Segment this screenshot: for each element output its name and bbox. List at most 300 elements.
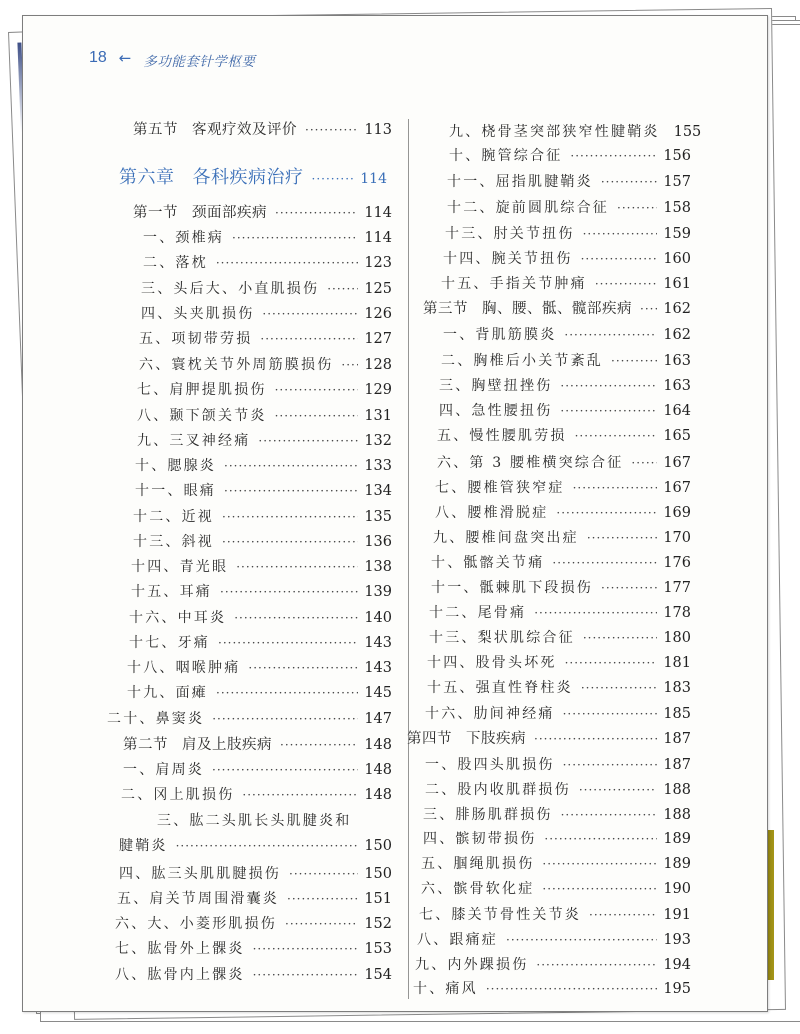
page-number-ref: 135 bbox=[364, 509, 392, 525]
toc-entry[interactable] bbox=[423, 828, 691, 848]
dot-leader bbox=[589, 908, 657, 922]
toc-entry[interactable] bbox=[443, 248, 691, 268]
entry-title-text: 十三、斜视 bbox=[133, 534, 214, 550]
dot-leader bbox=[222, 510, 358, 524]
page-number-ref: 187 bbox=[663, 731, 691, 747]
page-number-ref: 161 bbox=[663, 276, 691, 292]
toc-entry[interactable] bbox=[427, 677, 691, 697]
page-number-ref: 143 bbox=[364, 635, 392, 651]
page-number-ref: 183 bbox=[663, 680, 691, 696]
column-divider bbox=[408, 119, 409, 999]
entry-title-text: 二、胸椎后小关节紊乱 bbox=[441, 353, 603, 369]
toc-entry[interactable] bbox=[129, 632, 392, 652]
entry-title bbox=[423, 804, 553, 824]
dot-leader bbox=[583, 227, 658, 241]
entry-title bbox=[131, 581, 212, 601]
dot-leader bbox=[564, 328, 657, 342]
toc-entry[interactable] bbox=[441, 350, 691, 370]
toc-entry[interactable] bbox=[413, 978, 691, 998]
toc-entry[interactable] bbox=[439, 375, 691, 395]
dot-leader bbox=[260, 332, 358, 346]
toc-entry[interactable] bbox=[415, 954, 691, 974]
entry-title-text: 下肢疾病 bbox=[466, 731, 526, 747]
page-number-ref: 131 bbox=[364, 408, 392, 424]
entry-number: 第二节 bbox=[123, 737, 168, 753]
entry-title-text: 八、肱骨内上髁炎 bbox=[115, 967, 245, 983]
entry-title-text: 二、股内收肌群损伤 bbox=[425, 782, 571, 798]
toc-entry[interactable] bbox=[437, 425, 691, 445]
entry-title-text: 十六、中耳炎 bbox=[129, 610, 227, 626]
entry-title-text: 十三、梨状肌综合征 bbox=[429, 630, 575, 646]
entry-title-text: 十六、肋间神经痛 bbox=[425, 706, 555, 722]
toc-entry[interactable] bbox=[139, 328, 392, 348]
toc-entry[interactable] bbox=[141, 303, 392, 323]
page-number-ref: 148 bbox=[364, 787, 392, 803]
entry-title-text: 二、落枕 bbox=[143, 255, 208, 271]
dot-leader bbox=[534, 606, 657, 620]
page-number-ref: 132 bbox=[364, 433, 392, 449]
entry-title bbox=[143, 227, 224, 247]
page-number-ref: 170 bbox=[663, 530, 691, 546]
entry-title bbox=[139, 328, 252, 348]
dot-leader bbox=[289, 867, 358, 881]
toc-entry[interactable] bbox=[137, 405, 392, 425]
dot-leader bbox=[563, 758, 658, 772]
entry-title bbox=[449, 121, 660, 141]
toc-entry[interactable] bbox=[419, 904, 691, 924]
toc-entry[interactable] bbox=[443, 324, 691, 344]
page-number-ref: 113 bbox=[364, 122, 392, 138]
entry-title-text: 四、肱三头肌肌腱损伤 bbox=[119, 866, 281, 882]
toc-entry[interactable] bbox=[431, 577, 691, 597]
entry-title bbox=[123, 733, 272, 754]
entry-title-text: 十一、屈指肌腱鞘炎 bbox=[447, 174, 593, 190]
page-number-ref: 114 bbox=[360, 171, 387, 187]
toc-entry[interactable] bbox=[417, 929, 691, 949]
page-number-ref: 114 bbox=[364, 230, 392, 246]
page-number-ref: 187 bbox=[663, 757, 691, 773]
toc-entry[interactable] bbox=[135, 480, 392, 500]
entry-title bbox=[425, 703, 555, 723]
dot-leader bbox=[640, 302, 657, 316]
entry-number: 第一节 bbox=[133, 205, 178, 221]
entry-title bbox=[127, 682, 208, 702]
dot-leader bbox=[544, 832, 657, 846]
toc-entry[interactable] bbox=[429, 602, 691, 622]
dot-leader bbox=[561, 808, 658, 822]
toc-entry[interactable] bbox=[449, 121, 702, 141]
entry-title bbox=[433, 527, 579, 547]
page-number-ref: 129 bbox=[364, 382, 392, 398]
toc-entry[interactable] bbox=[425, 703, 691, 723]
page-number-ref: 195 bbox=[663, 981, 691, 997]
toc-entry[interactable] bbox=[447, 171, 691, 191]
dot-leader bbox=[556, 506, 657, 520]
entry-title bbox=[115, 964, 245, 984]
entry-title bbox=[131, 556, 228, 576]
entry-title-text: 十一、骶棘肌下段损伤 bbox=[431, 580, 593, 596]
entry-title-text: 十二、旋前圆肌综合征 bbox=[447, 200, 609, 216]
entry-title bbox=[449, 145, 562, 165]
page-number-ref: 127 bbox=[364, 331, 392, 347]
dot-leader bbox=[216, 686, 358, 700]
entry-title-text: 三、胸壁扭挫伤 bbox=[439, 378, 553, 394]
toc-entry[interactable] bbox=[133, 531, 392, 551]
toc-entry[interactable] bbox=[127, 657, 392, 677]
entry-title bbox=[119, 163, 304, 189]
entry-title-text: 四、急性腰扭伤 bbox=[439, 403, 553, 419]
entry-title bbox=[137, 379, 267, 399]
entry-title bbox=[115, 938, 245, 958]
entry-title-text: 一、颈椎病 bbox=[143, 230, 224, 246]
page-header bbox=[89, 46, 255, 70]
page-number-ref: 136 bbox=[364, 534, 392, 550]
dot-leader bbox=[248, 661, 358, 675]
page-number-ref: 178 bbox=[663, 605, 691, 621]
entry-title-text: 三、头后大、小直肌损伤 bbox=[141, 281, 320, 297]
page-number-ref: 191 bbox=[663, 907, 691, 923]
entry-title-text: 十八、咽喉肿痛 bbox=[127, 660, 241, 676]
entry-title bbox=[447, 197, 609, 217]
dot-leader bbox=[552, 556, 657, 570]
entry-title bbox=[437, 425, 567, 445]
entry-title-text: 肩及上肢疾病 bbox=[182, 737, 272, 753]
entry-title bbox=[421, 853, 534, 873]
entry-title-text: 九、桡骨茎突部狭窄性腱鞘炎 bbox=[449, 124, 660, 140]
toc-entry[interactable] bbox=[133, 506, 392, 526]
toc-entry[interactable] bbox=[433, 527, 691, 547]
entry-title bbox=[417, 929, 498, 949]
toc-section[interactable] bbox=[407, 727, 691, 748]
dot-leader bbox=[258, 434, 358, 448]
toc-entry[interactable] bbox=[449, 145, 691, 165]
dot-leader bbox=[287, 892, 358, 906]
entry-title-text: 十、腮腺炎 bbox=[135, 458, 216, 474]
toc-entry[interactable] bbox=[117, 888, 392, 908]
toc-entry[interactable] bbox=[139, 354, 392, 374]
toc-entry[interactable] bbox=[441, 273, 691, 293]
toc-entry[interactable] bbox=[437, 452, 691, 472]
page-number-ref: 164 bbox=[663, 403, 691, 419]
entry-title bbox=[133, 506, 214, 526]
dot-leader bbox=[220, 585, 358, 599]
toc-section[interactable] bbox=[423, 297, 691, 318]
toc-entry[interactable] bbox=[123, 759, 392, 779]
page-number: 18 bbox=[89, 49, 107, 66]
page-number-ref: 185 bbox=[663, 706, 691, 722]
entry-number: 第四节 bbox=[407, 731, 452, 747]
entry-title-text: 八、颞下颌关节炎 bbox=[137, 408, 267, 424]
dot-leader bbox=[305, 123, 358, 137]
toc-entry[interactable] bbox=[429, 627, 691, 647]
dot-leader bbox=[601, 175, 658, 189]
toc-entry[interactable] bbox=[115, 913, 392, 933]
entry-title-text: 一、肩周炎 bbox=[123, 762, 204, 778]
toc-entry[interactable] bbox=[447, 197, 691, 217]
toc-entry[interactable] bbox=[119, 863, 392, 883]
entry-title-text: 十、腕管综合征 bbox=[449, 148, 563, 164]
toc-entry[interactable] bbox=[107, 708, 392, 728]
entry-title-text: 七、肩胛提肌损伤 bbox=[137, 382, 267, 398]
dot-leader bbox=[236, 560, 358, 574]
dot-leader bbox=[506, 933, 657, 947]
page-number-ref: 176 bbox=[663, 555, 691, 571]
entry-title bbox=[441, 273, 587, 293]
entry-title-text: 七、肱骨外上髁炎 bbox=[115, 941, 245, 957]
page-number-ref: 163 bbox=[663, 378, 691, 394]
page-number-ref: 139 bbox=[364, 584, 392, 600]
toc-entry[interactable] bbox=[127, 682, 392, 702]
page-number-ref: 159 bbox=[663, 226, 691, 242]
entry-title bbox=[133, 531, 214, 551]
entry-title bbox=[119, 835, 168, 855]
dot-leader bbox=[617, 201, 657, 215]
page-number-ref: 147 bbox=[364, 711, 392, 727]
dot-leader bbox=[285, 917, 358, 931]
page-number-ref: 152 bbox=[364, 916, 392, 932]
entry-title-text: 十五、强直性脊柱炎 bbox=[427, 680, 573, 696]
page-number-ref: 114 bbox=[364, 205, 392, 221]
dot-leader bbox=[601, 581, 657, 595]
toc-entry[interactable] bbox=[119, 835, 392, 855]
entry-title bbox=[127, 657, 240, 677]
dot-leader bbox=[563, 707, 658, 721]
dot-leader bbox=[232, 231, 358, 245]
toc-entry[interactable] bbox=[141, 278, 392, 298]
entry-title-text: 胸、腰、骶、髋部疾病 bbox=[482, 301, 632, 317]
entry-title-text: 五、慢性腰肌劳损 bbox=[437, 428, 567, 444]
entry-title-text: 各科疾病治疗 bbox=[192, 167, 304, 188]
toc-entry[interactable] bbox=[135, 455, 392, 475]
toc-entry[interactable] bbox=[137, 430, 392, 450]
page-number-ref: 150 bbox=[364, 866, 392, 882]
entry-title bbox=[119, 863, 281, 883]
dot-leader bbox=[280, 738, 358, 752]
entry-title-text: 十二、尾骨痛 bbox=[429, 605, 527, 621]
dot-leader bbox=[341, 358, 358, 372]
toc-entry[interactable] bbox=[421, 853, 691, 873]
page-number-ref: 154 bbox=[364, 967, 392, 983]
page-number-ref: 153 bbox=[364, 941, 392, 957]
toc-section[interactable] bbox=[123, 733, 392, 754]
page-number-ref: 155 bbox=[673, 124, 702, 140]
dot-leader bbox=[242, 788, 358, 802]
entry-title bbox=[121, 784, 234, 804]
toc-entry[interactable] bbox=[431, 552, 691, 572]
entry-title bbox=[447, 171, 593, 191]
entry-title-text: 六、大、小菱形肌损伤 bbox=[115, 916, 277, 932]
entry-title bbox=[421, 878, 534, 898]
dot-leader bbox=[275, 383, 359, 397]
entry-title-text: 三、肱二头肌长头肌腱炎和 bbox=[157, 813, 352, 829]
dot-leader bbox=[631, 456, 657, 470]
toc-entry[interactable] bbox=[423, 804, 691, 824]
entry-title-text: 二、冈上肌损伤 bbox=[121, 787, 235, 803]
entry-title bbox=[123, 759, 204, 779]
entry-title-text: 四、髌韧带损伤 bbox=[423, 831, 537, 847]
toc-entry[interactable] bbox=[129, 607, 392, 627]
dot-leader bbox=[312, 172, 355, 186]
toc-entry[interactable] bbox=[435, 477, 691, 497]
toc-section[interactable] bbox=[133, 201, 392, 222]
toc-entry[interactable] bbox=[137, 379, 392, 399]
entry-title bbox=[423, 297, 632, 318]
dot-leader bbox=[583, 631, 658, 645]
page-number-ref: 180 bbox=[663, 630, 691, 646]
dot-leader bbox=[275, 206, 358, 220]
entry-title-text: 十五、手指关节肿痛 bbox=[441, 276, 587, 292]
dot-leader bbox=[224, 459, 358, 473]
dot-leader bbox=[611, 354, 657, 368]
toc-section[interactable] bbox=[133, 118, 392, 139]
page-number-ref: 148 bbox=[364, 762, 392, 778]
entry-title bbox=[445, 223, 575, 243]
entry-number: 第六章 bbox=[119, 167, 175, 188]
page-number-ref: 138 bbox=[364, 559, 392, 575]
page-number-ref: 162 bbox=[663, 301, 691, 317]
page-number-ref: 181 bbox=[663, 655, 691, 671]
entry-title bbox=[439, 400, 552, 420]
entry-title-text: 一、背肌筋膜炎 bbox=[443, 327, 557, 343]
entry-title bbox=[427, 677, 573, 697]
page-number-ref: 188 bbox=[663, 807, 691, 823]
page-number-ref: 128 bbox=[364, 357, 392, 373]
dot-leader bbox=[581, 681, 658, 695]
dot-leader bbox=[536, 958, 657, 972]
entry-title bbox=[135, 480, 216, 500]
dot-leader bbox=[216, 256, 359, 270]
entry-title-text: 七、膝关节骨性关节炎 bbox=[419, 907, 581, 923]
toc-entry[interactable] bbox=[425, 754, 691, 774]
entry-title-text: 九、腰椎间盘突出症 bbox=[433, 530, 579, 546]
dot-leader bbox=[560, 404, 657, 418]
entry-title bbox=[133, 118, 297, 139]
entry-title bbox=[435, 477, 565, 497]
toc-entry[interactable] bbox=[143, 227, 392, 247]
entry-title bbox=[141, 278, 319, 298]
entry-title bbox=[129, 632, 210, 652]
toc-chapter[interactable] bbox=[119, 163, 387, 189]
entry-title bbox=[435, 502, 548, 522]
entry-title bbox=[419, 904, 581, 924]
toc-entry[interactable] bbox=[435, 502, 691, 522]
entry-title-text: 客观疗效及评价 bbox=[192, 122, 297, 138]
entry-title-text: 八、腰椎滑脱症 bbox=[435, 505, 549, 521]
dot-leader bbox=[587, 531, 658, 545]
dot-leader bbox=[579, 783, 658, 797]
entry-title bbox=[117, 888, 279, 908]
page-number-ref: 133 bbox=[364, 458, 392, 474]
toc-entry[interactable] bbox=[157, 810, 457, 830]
entry-title bbox=[139, 354, 333, 374]
entry-title bbox=[415, 954, 528, 974]
toc-entry[interactable] bbox=[427, 652, 691, 672]
toc-entry[interactable] bbox=[445, 223, 691, 243]
entry-title bbox=[407, 727, 526, 748]
entry-title-text: 六、髌骨软化症 bbox=[421, 881, 535, 897]
entry-title-text: 八、跟痛症 bbox=[417, 932, 498, 948]
page-number-ref: 148 bbox=[364, 737, 392, 753]
back-arrow-icon: ← bbox=[118, 49, 132, 67]
entry-title bbox=[143, 252, 208, 272]
dot-leader bbox=[534, 732, 657, 746]
page-number-ref: 190 bbox=[663, 881, 691, 897]
entry-title-text: 二十、鼻窦炎 bbox=[107, 711, 205, 727]
dot-leader bbox=[212, 712, 358, 726]
toc-entry[interactable] bbox=[121, 784, 392, 804]
entry-title-text: 三、腓肠肌群损伤 bbox=[423, 807, 553, 823]
dot-leader bbox=[570, 149, 657, 163]
dot-leader bbox=[176, 839, 359, 853]
dot-leader bbox=[275, 409, 359, 423]
entry-title bbox=[425, 754, 555, 774]
entry-title bbox=[141, 303, 254, 323]
page-number-ref: 167 bbox=[663, 455, 691, 471]
entry-title bbox=[423, 828, 536, 848]
page-number-ref: 157 bbox=[663, 174, 691, 190]
page-number-ref: 140 bbox=[364, 610, 392, 626]
page-number-ref: 167 bbox=[663, 480, 691, 496]
page-number-ref: 126 bbox=[364, 306, 392, 322]
dot-leader bbox=[542, 857, 657, 871]
entry-title-text: 腱鞘炎 bbox=[119, 838, 168, 854]
dot-leader bbox=[560, 379, 657, 393]
dot-leader bbox=[575, 429, 658, 443]
dot-leader bbox=[595, 277, 658, 291]
dot-leader bbox=[218, 636, 358, 650]
dot-leader bbox=[234, 611, 358, 625]
entry-title-text: 七、腰椎管狭窄症 bbox=[435, 480, 565, 496]
entry-title bbox=[133, 201, 267, 222]
toc-entry[interactable] bbox=[421, 878, 691, 898]
page-number-ref: 150 bbox=[364, 838, 392, 854]
page-number-ref: 177 bbox=[663, 580, 691, 596]
toc-entry[interactable] bbox=[143, 252, 392, 272]
toc-entry[interactable] bbox=[115, 938, 392, 958]
page-number-ref: 158 bbox=[663, 200, 691, 216]
toc-entry[interactable] bbox=[131, 556, 392, 576]
page-number-ref: 134 bbox=[364, 483, 392, 499]
entry-title bbox=[427, 652, 557, 672]
toc-entry[interactable] bbox=[131, 581, 392, 601]
toc-entry[interactable] bbox=[425, 779, 691, 799]
entry-title bbox=[137, 405, 267, 425]
entry-title-text: 五、项韧带劳损 bbox=[139, 331, 253, 347]
entry-title bbox=[157, 810, 351, 830]
entry-title-text: 十七、牙痛 bbox=[129, 635, 210, 651]
page-number-ref: 188 bbox=[663, 782, 691, 798]
toc-entry[interactable] bbox=[115, 964, 392, 984]
entry-title-text: 六、第 3 腰椎横突综合征 bbox=[437, 455, 624, 471]
dot-leader bbox=[222, 535, 358, 549]
page-number-ref: 162 bbox=[663, 327, 691, 343]
entry-title-text: 四、头夹肌损伤 bbox=[141, 306, 255, 322]
entry-title bbox=[129, 607, 226, 627]
entry-title bbox=[439, 375, 552, 395]
dot-leader bbox=[262, 307, 358, 321]
entry-title-text: 颈面部疾病 bbox=[192, 205, 267, 221]
entry-title-text: 十、骶髂关节痛 bbox=[431, 555, 545, 571]
page-number-ref: 193 bbox=[663, 932, 691, 948]
entry-title bbox=[443, 324, 556, 344]
entry-title-text: 一、股四头肌损伤 bbox=[425, 757, 555, 773]
page-number-ref: 145 bbox=[364, 685, 392, 701]
page-number-ref: 194 bbox=[663, 957, 691, 973]
toc-page bbox=[22, 15, 768, 1012]
page-number-ref: 169 bbox=[663, 505, 691, 521]
entry-title-text: 十三、肘关节扭伤 bbox=[445, 226, 575, 242]
toc-entry[interactable] bbox=[439, 400, 691, 420]
